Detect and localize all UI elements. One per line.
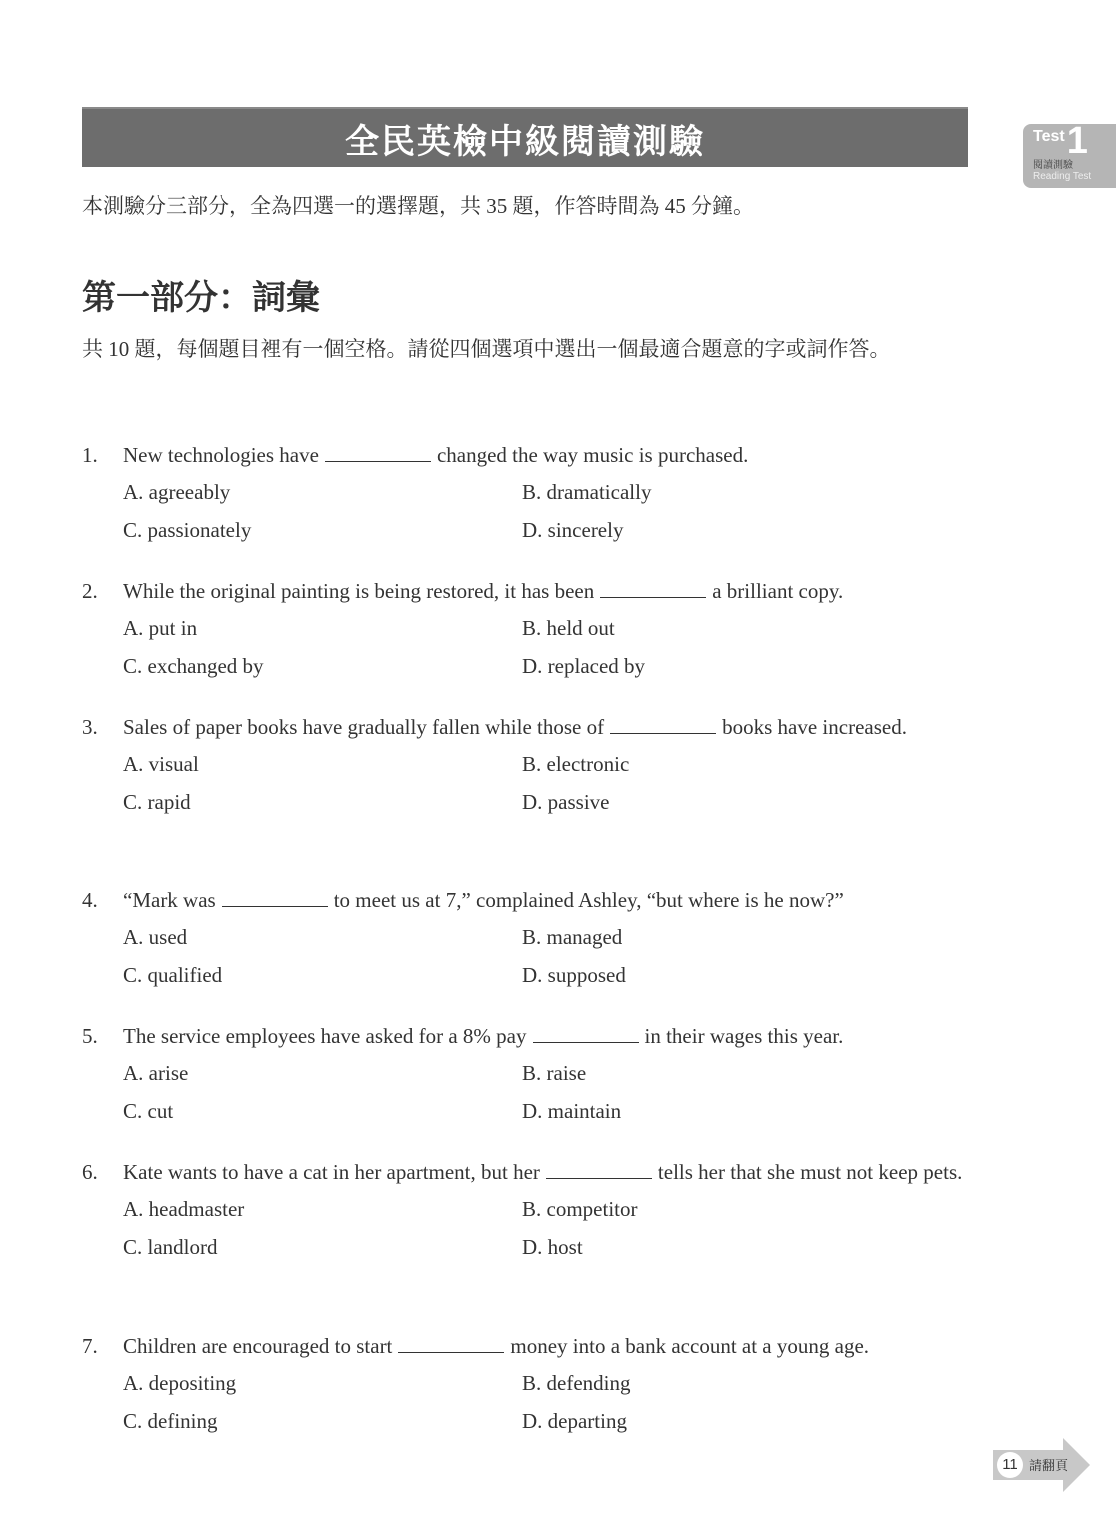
option: A. visual [123, 752, 199, 776]
options [123, 474, 972, 549]
intro-text: 本測驗分三部分，全為四選一的選擇題，共 35 題，作答時間為 45 分鐘。 [82, 194, 754, 218]
question-text [123, 1153, 962, 1191]
question-text-before: The service employees have asked for a 8% pay [123, 1024, 527, 1048]
question [82, 708, 972, 821]
test-number: 1 [1066, 120, 1088, 162]
option: A. headmaster [123, 1197, 245, 1221]
turn-page-arrow [993, 1438, 1093, 1492]
question [82, 881, 972, 994]
options [123, 1191, 972, 1266]
question-text-after: tells her that she must not keep pets. [657, 1160, 963, 1184]
question [82, 1153, 972, 1266]
question-text [123, 708, 907, 746]
options [123, 610, 972, 685]
question-text-after: to meet us at 7,” complained Ashley, “but where is he now?” [333, 888, 844, 912]
question-number: 5. [82, 1024, 98, 1048]
answer-blank [533, 1024, 639, 1043]
option: C. defining [123, 1408, 218, 1433]
test-tab-en: Reading Test [1033, 171, 1092, 182]
answer-blank [610, 715, 716, 734]
question-text-after: money into a bank account at a young age. [510, 1334, 870, 1358]
question-number: 4. [82, 888, 98, 912]
section-title: 第一部分：詞彙 [82, 278, 320, 318]
option: A. put in [123, 616, 198, 640]
answer-blank [325, 443, 431, 462]
question-stem [82, 708, 972, 746]
question-text [123, 881, 844, 919]
option: B. defending [522, 1371, 631, 1395]
question-text-before: “Mark was [123, 888, 216, 912]
question-text [123, 436, 748, 474]
question-number: 2. [82, 579, 98, 603]
question [82, 1327, 972, 1440]
page-number: 11 [997, 1452, 1023, 1478]
question-number: 7. [82, 1334, 98, 1358]
test-label: Test [1033, 128, 1065, 145]
option: C. qualified [123, 962, 223, 987]
option: D. passive [522, 789, 610, 814]
question [82, 436, 972, 549]
answer-blank [546, 1160, 652, 1179]
question-text-before: Children are encouraged to start [123, 1334, 393, 1358]
options [123, 1365, 972, 1440]
question-number: 1. [82, 443, 98, 467]
option: D. sincerely [522, 517, 624, 542]
question-stem [82, 436, 972, 474]
test-tab-zh: 閱讀測驗 [1033, 160, 1073, 171]
option: C. passionately [123, 517, 252, 542]
question-text [123, 1327, 869, 1365]
option: C. cut [123, 1098, 174, 1123]
answer-blank [398, 1334, 504, 1353]
option: B. competitor [522, 1197, 638, 1221]
turn-page-label: 請翻頁 [1029, 1459, 1069, 1474]
question-stem [82, 881, 972, 919]
option: C. exchanged by [123, 653, 264, 678]
option: A. depositing [123, 1371, 237, 1395]
option: D. replaced by [522, 653, 646, 678]
options [123, 746, 972, 821]
question-text-before: Sales of paper books have gradually fallen while those of [123, 715, 605, 739]
options [123, 1055, 972, 1130]
option: D. departing [522, 1408, 627, 1433]
test-tab [1023, 120, 1116, 188]
title-bar [82, 107, 968, 167]
question-text-before: New technologies have [123, 443, 319, 467]
option: D. supposed [522, 962, 626, 987]
option: B. dramatically [522, 480, 652, 504]
answer-blank [600, 579, 706, 598]
question-text [123, 572, 843, 610]
question-stem [82, 1153, 972, 1191]
option: D. maintain [522, 1098, 622, 1123]
question-stem [82, 1017, 972, 1055]
option: D. host [522, 1234, 583, 1259]
option: B. held out [522, 616, 615, 640]
question-text-after: in their wages this year. [644, 1024, 844, 1048]
option: A. arise [123, 1061, 189, 1085]
option: B. electronic [522, 752, 630, 776]
option: C. rapid [123, 789, 191, 814]
question-number: 6. [82, 1160, 98, 1184]
question-text [123, 1017, 843, 1055]
question-text-after: books have increased. [722, 715, 907, 739]
option: B. raise [522, 1061, 587, 1085]
page-title: 全民英檢中級閱讀測驗 [345, 121, 705, 162]
question [82, 572, 972, 685]
option: B. managed [522, 925, 623, 949]
options [123, 919, 972, 994]
option: A. used [123, 925, 188, 949]
question-text-after: changed the way music is purchased. [436, 443, 749, 467]
question [82, 1017, 972, 1130]
option: A. agreeably [123, 480, 231, 504]
question-text-before: While the original painting is being restored, it has been [123, 579, 595, 603]
question-stem [82, 1327, 972, 1365]
option: C. landlord [123, 1234, 218, 1259]
question-text-before: Kate wants to have a cat in her apartment, but her [123, 1160, 540, 1184]
question-text-after: a brilliant copy. [712, 579, 844, 603]
question-number: 3. [82, 715, 98, 739]
answer-blank [222, 888, 328, 907]
section-description: 共 10 題，每個題目裡有一個空格。請從四個選項中選出一個最適合題意的字或詞作答。 [82, 337, 891, 361]
question-stem [82, 572, 972, 610]
